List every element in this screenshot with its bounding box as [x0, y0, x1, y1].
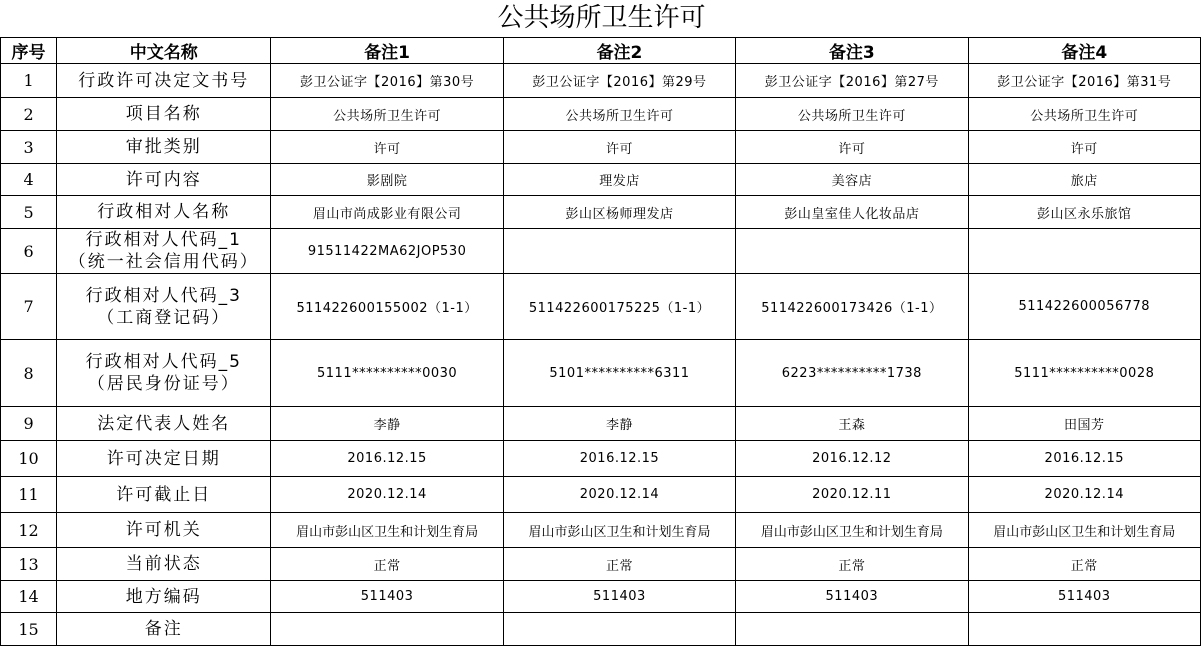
cell-note-2[interactable]: [503, 613, 735, 646]
cell-name-line: 项目名称: [125, 104, 202, 124]
cell-note-4[interactable]: 5111**********0028: [968, 340, 1200, 407]
header-note-2[interactable]: 备注2: [503, 38, 735, 64]
cell-note-2[interactable]: 许可: [503, 131, 735, 164]
cell-note-3[interactable]: 许可: [736, 131, 968, 164]
cell-note-3[interactable]: [736, 613, 968, 646]
cell-note-4[interactable]: 2016.12.15: [968, 441, 1200, 477]
cell-name[interactable]: [57, 581, 271, 613]
cell-name[interactable]: [57, 441, 271, 477]
cell-name-line: 许可截止日: [116, 484, 212, 505]
cell-note-3[interactable]: 王森: [736, 407, 968, 441]
cell-note-3[interactable]: 公共场所卫生许可: [736, 98, 968, 131]
cell-seq[interactable]: 4: [1, 164, 57, 196]
cell-note-4[interactable]: [968, 613, 1200, 646]
cell-name[interactable]: [57, 131, 271, 164]
cell-seq[interactable]: 5: [1, 196, 57, 229]
cell-name-line: 行政相对人代码_1: [85, 230, 242, 250]
header-row: [1, 38, 1201, 64]
cell-note-4[interactable]: 田国芳: [968, 407, 1200, 441]
table-row: [1, 196, 1201, 229]
cell-note-1[interactable]: 李静: [271, 407, 503, 441]
cell-seq[interactable]: 14: [1, 581, 57, 613]
cell-note-2[interactable]: [503, 229, 735, 274]
table-row: [1, 513, 1201, 548]
cell-note-1[interactable]: 91511422MA62JOP530: [271, 229, 503, 274]
cell-note-4[interactable]: [968, 229, 1200, 274]
table-row: [1, 64, 1201, 98]
cell-note-1[interactable]: 眉山市彭山区卫生和计划生育局: [271, 513, 503, 548]
cell-note-4[interactable]: 眉山市彭山区卫生和计划生育局: [968, 513, 1200, 548]
cell-name[interactable]: [57, 274, 271, 340]
cell-note-3[interactable]: 2020.12.11: [736, 477, 968, 513]
cell-note-2[interactable]: 正常: [503, 548, 735, 581]
cell-name[interactable]: [57, 229, 271, 274]
table-row: [1, 613, 1201, 646]
cell-name[interactable]: [57, 340, 271, 407]
cell-note-3[interactable]: 彭山皇室佳人化妆品店: [736, 196, 968, 229]
cell-name-line: 法定代表人姓名: [97, 413, 231, 434]
cell-seq[interactable]: 13: [1, 548, 57, 581]
cell-seq[interactable]: 12: [1, 513, 57, 548]
table-row: [1, 229, 1201, 274]
cell-note-3[interactable]: 6223**********1738: [736, 340, 968, 407]
cell-note-2[interactable]: 511403: [503, 581, 735, 613]
table-row: [1, 164, 1201, 196]
cell-seq[interactable]: 8: [1, 340, 57, 407]
cell-note-4[interactable]: 511422600056778: [968, 274, 1200, 340]
cell-note-3[interactable]: 美容店: [736, 164, 968, 196]
cell-name[interactable]: [57, 196, 271, 229]
cell-seq[interactable]: 9: [1, 407, 57, 441]
cell-note-2[interactable]: 眉山市彭山区卫生和计划生育局: [503, 513, 735, 548]
cell-note-1[interactable]: 彭卫公证字【2016】第30号: [271, 64, 503, 98]
cell-name-line: （统一社会信用代码）: [68, 252, 259, 272]
cell-name-line: 备注: [144, 619, 183, 639]
permit-table: [0, 37, 1201, 646]
cell-note-4[interactable]: 正常: [968, 548, 1200, 581]
cell-note-2[interactable]: 2016.12.15: [503, 441, 735, 477]
cell-note-1[interactable]: 正常: [271, 548, 503, 581]
cell-name-line: 许可机关: [125, 520, 202, 540]
cell-note-3[interactable]: 511403: [736, 581, 968, 613]
cell-note-1[interactable]: 511403: [271, 581, 503, 613]
cell-seq[interactable]: 7: [1, 274, 57, 340]
cell-note-3[interactable]: 彭卫公证字【2016】第27号: [736, 64, 968, 98]
cell-seq[interactable]: 11: [1, 477, 57, 513]
table-row: [1, 477, 1201, 513]
cell-note-4[interactable]: 旅店: [968, 164, 1200, 196]
cell-note-1[interactable]: [271, 613, 503, 646]
cell-note-2[interactable]: 彭山区杨师理发店: [503, 196, 735, 229]
cell-note-2[interactable]: 李静: [503, 407, 735, 441]
cell-seq[interactable]: 6: [1, 229, 57, 274]
cell-name[interactable]: [57, 64, 271, 98]
sheet-title: 公共场所卫生许可: [497, 3, 706, 33]
cell-note-4[interactable]: 彭卫公证字【2016】第31号: [968, 64, 1200, 98]
cell-name[interactable]: [57, 164, 271, 196]
table-row: [1, 340, 1201, 407]
cell-seq[interactable]: 1: [1, 64, 57, 98]
table-row: [1, 581, 1201, 613]
cell-note-3[interactable]: 正常: [736, 548, 968, 581]
cell-seq[interactable]: 2: [1, 98, 57, 131]
cell-name-line: 行政相对人代码_3: [85, 285, 242, 306]
cell-note-2[interactable]: 2020.12.14: [503, 477, 735, 513]
cell-name-line: 行政相对人名称: [97, 202, 231, 222]
cell-name-line: 许可决定日期: [106, 448, 221, 469]
cell-seq[interactable]: 15: [1, 613, 57, 646]
cell-name[interactable]: [57, 513, 271, 548]
cell-note-3[interactable]: 眉山市彭山区卫生和计划生育局: [736, 513, 968, 548]
cell-name[interactable]: [57, 548, 271, 581]
table-row: [1, 131, 1201, 164]
cell-seq[interactable]: 10: [1, 441, 57, 477]
cell-name-line: 行政许可决定文书号: [78, 70, 250, 91]
cell-name-line: 当前状态: [125, 554, 202, 574]
cell-name-line: 行政相对人代码_5: [85, 352, 242, 372]
table-row: [1, 441, 1201, 477]
cell-seq[interactable]: 3: [1, 131, 57, 164]
header-note-3[interactable]: 备注3: [736, 38, 968, 64]
cell-name-line: （居民身份证号）: [87, 374, 240, 394]
cell-name-line: 地方编码: [125, 586, 202, 607]
cell-name[interactable]: [57, 477, 271, 513]
cell-note-1[interactable]: 眉山市尚成影业有限公司: [271, 196, 503, 229]
cell-note-1[interactable]: 2016.12.15: [271, 441, 503, 477]
cell-note-2[interactable]: 理发店: [503, 164, 735, 196]
cell-name[interactable]: [57, 407, 271, 441]
cell-note-4[interactable]: 2020.12.14: [968, 477, 1200, 513]
cell-note-2[interactable]: 彭卫公证字【2016】第29号: [503, 64, 735, 98]
table-row: [1, 274, 1201, 340]
header-note-4[interactable]: 备注4: [968, 38, 1200, 64]
cell-note-4[interactable]: 511403: [968, 581, 1200, 613]
cell-note-4[interactable]: 彭山区永乐旅馆: [968, 196, 1200, 229]
cell-note-2[interactable]: 公共场所卫生许可: [503, 98, 735, 131]
cell-note-4[interactable]: 许可: [968, 131, 1200, 164]
cell-name[interactable]: [57, 613, 271, 646]
cell-name-line: 审批类别: [125, 137, 202, 157]
cell-note-1[interactable]: 2020.12.14: [271, 477, 503, 513]
table-body: [1, 64, 1201, 646]
cell-note-3[interactable]: 2016.12.12: [736, 441, 968, 477]
cell-note-2[interactable]: 5101**********6311: [503, 340, 735, 407]
cell-name-line: （工商登记码）: [97, 307, 231, 328]
cell-note-1[interactable]: 许可: [271, 131, 503, 164]
cell-name[interactable]: [57, 98, 271, 131]
table-row: [1, 407, 1201, 441]
cell-note-4[interactable]: 公共场所卫生许可: [968, 98, 1200, 131]
table-row: [1, 98, 1201, 131]
header-note-1[interactable]: 备注1: [271, 38, 503, 64]
cell-name-line: 许可内容: [125, 169, 202, 190]
cell-note-2[interactable]: 511422600175225（1-1）: [503, 274, 735, 340]
table-row: [1, 548, 1201, 581]
cell-note-3[interactable]: 511422600173426（1-1）: [736, 274, 968, 340]
cell-note-3[interactable]: [736, 229, 968, 274]
header-seq[interactable]: 序号: [1, 38, 57, 64]
cell-note-1[interactable]: 5111**********0030: [271, 340, 503, 407]
cell-note-1[interactable]: 公共场所卫生许可: [271, 98, 503, 131]
cell-note-1[interactable]: 511422600155002（1-1）: [271, 274, 503, 340]
cell-note-1[interactable]: 影剧院: [271, 164, 503, 196]
header-name[interactable]: 中文名称: [57, 38, 271, 64]
